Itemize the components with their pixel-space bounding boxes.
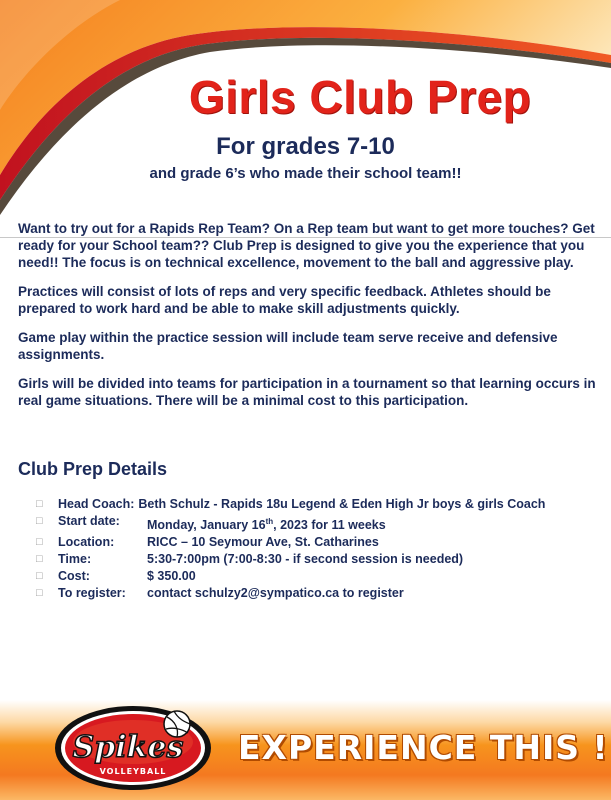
- detail-time: [36, 551, 606, 568]
- intro-paragraph-2: Practices will consist of lots of reps and very specific feedback. Athletes should be prepared to work hard and be able to make skill adjustments quickly.: [18, 284, 551, 316]
- page-title: Girls Club Prep: [188, 71, 532, 123]
- detail-value: contact schulzy2@sympatico.ca to register: [147, 586, 404, 601]
- detail-label: Head Coach:: [58, 497, 135, 511]
- detail-start-date: [36, 513, 606, 534]
- date-ordinal: th: [265, 517, 274, 526]
- detail-label: Cost:: [58, 569, 90, 584]
- logo-subtext: VOLLEYBALL: [99, 767, 167, 776]
- experience-this-tagline: EXPERIENCE THIS !: [238, 728, 609, 767]
- detail-register: [36, 585, 606, 602]
- detail-cost: [36, 568, 606, 585]
- detail-label: Time:: [58, 552, 92, 567]
- intro-text: [18, 220, 603, 421]
- detail-value: Beth Schulz - Rapids 18u Legend & Eden High Jr boys & girls Coach: [138, 497, 546, 511]
- detail-label: Location:: [58, 535, 115, 550]
- intro-paragraph-4: Girls will be divided into teams for participation in a tournament so that learning occurs in real game situations. There will be a minimal cost to this participation.: [18, 376, 596, 408]
- bullet-icon: □: [36, 587, 43, 600]
- detail-value: RICC – 10 Seymour Ave, St. Catharines: [147, 535, 379, 550]
- start-date-text: Monday, January 16: [147, 518, 266, 533]
- logo-wordmark: Spikes: [72, 730, 184, 765]
- intro-paragraph-3: Game play within the practice session will include team serve receive and defensive assignments.: [18, 330, 558, 362]
- spikes-volleyball-logo: [52, 702, 214, 792]
- detail-location: [36, 534, 606, 551]
- details-list: [36, 496, 606, 602]
- start-date-duration: , 2023 for 11 weeks: [273, 518, 386, 533]
- bullet-icon: □: [36, 553, 43, 566]
- bullet-icon: □: [36, 498, 43, 510]
- grade-six-note: and grade 6’s who made their school team!!: [149, 165, 462, 182]
- detail-value: $ 350.00: [147, 569, 196, 584]
- detail-coach: [36, 496, 606, 513]
- intro-paragraph-1: Want to try out for a Rapids Rep Team? On a Rep team but want to get more touches? Get ready for your School team?? Club Prep is designed to give you the experience that you need!! The focus is on technical excellence, movement to the ball and aggressive play.: [18, 221, 595, 270]
- detail-label: Start date:: [58, 514, 120, 528]
- grades-subtitle: For grades 7-10: [216, 133, 395, 160]
- bullet-icon: □: [36, 536, 43, 549]
- bullet-icon: □: [36, 515, 43, 527]
- details-heading: Club Prep Details: [18, 459, 168, 479]
- detail-label: To register:: [58, 586, 126, 601]
- detail-value: 5:30-7:00pm (7:00-8:30 - if second session is needed): [147, 552, 464, 567]
- detail-value: [147, 513, 386, 534]
- bullet-icon: □: [36, 570, 43, 583]
